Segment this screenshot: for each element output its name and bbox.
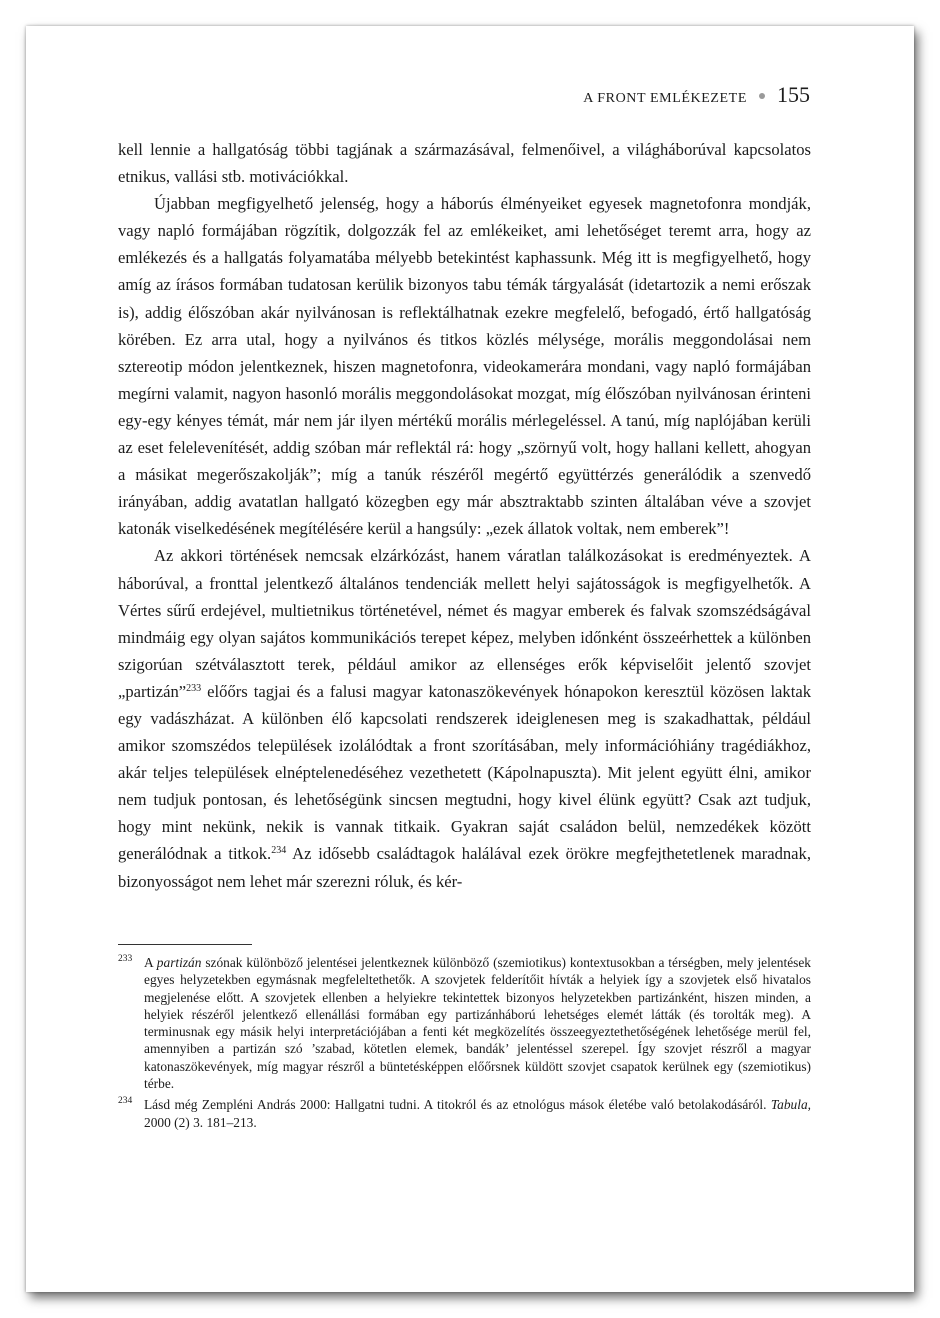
running-title: A FRONT EMLÉKEZETE — [583, 91, 747, 106]
footnote-233 — [118, 954, 811, 1092]
footnote-ref-233: 233 — [186, 682, 202, 694]
page-number: 155 — [777, 82, 810, 107]
footnote-ref-234: 234 — [271, 845, 287, 857]
paragraph-1: kell lennie a hallgatóság többi tagjának a származásával, felmenőivel, a világháborúval kapcsolatos etnikus, vallási stb. motivációkkal. — [118, 140, 811, 187]
footnote-text: szónak különböző jelentései jelentkeznek különböző (szemiotikus) kontextusokban a térségben, mely jelentések egyes helyzetekben egymásnak megfeleltethetők. A szovjetek felderítőit hívták a helyiek így a szovjetek első hivatalos megjelenése előtt. A szovjetek ellenben a helyiekre tekintettek bizonyos helyzetekben partizánként, hiszen minden, a helyiek részéről jelentkező ellenállási formában egy partizánháború lehetséges elemét látták (és torolták meg). A terminusnak egy másik helyi interpretációjában a fenti két megközelítés összeegyeztethetőségének lehetősége merül fel, amennyiben a partizán szó ’szabad, kötetlen elemek, bandák’ jelentéssel szerepel. Így szovjet részről a magyar katonaszökevények, míg magyar részről a büntetésképpen előőrsnek küldött szovjet csapatok kerülnek egy (szemiotikus) térbe. — [144, 955, 811, 1092]
footnote-text: Lásd még Zempléni András 2000: Hallgatni tudni. A titokról és az etnológus mások életébe való betolakodásáról. — [144, 1097, 771, 1113]
footnotes — [118, 954, 811, 1135]
bullet-dot-icon — [759, 93, 765, 99]
footnote-number: 233 — [118, 954, 133, 964]
paragraph-2: Újabban megfigyelhető jelenség, hogy a háborús élményeiket egyesek magnetofonra mondják, vagy napló formájában rögzítik, dolgozzák fel az emlékeiket, ami lehetőséget teremt arra, hogy az emlékezés és a hallgatás folyamatába mélyebb betekintést kaphassunk. Még itt is megfigyelhető, hogy amíg az írásos formában tudatosan kerülik bizonyos tabu témák tárgyalását (idetartozik a nemi erőszak is), addig élőszóban akár nyilvánosan is reflektálhatnak ezekre megfelelő, befogadó, értő hallgatóság körében. Ez arra utal, hogy a nyilvános és titkos közlés mélysége, morális meggondolásai nem sztereotip módon jelentkeznek, hiszen magnetofonra, videokamerára mondani, vagy napló formájában megírni valamit, nagyon hasonló morális meggondolásokat mozgat, míg élőszóban nyilvánosan érinteni egy-egy kényes témát, már nem jár ilyen mértékű morális mérlegeléssel. A tanú, míg naplójában kerüli az eset felelevenítését, addig szóban már reflektál rá: hogy „szörnyű volt, hogy hallani kellett, ahogyan a másikat megerőszakolják”; míg a tanúk részéről megértő együttérzés generálódik a szenvedő irányában, addig avatatlan hallgató közegben egy már absztraktabb szinten általában véve a szovjet katonák viselkedésének megítélésére kerül a hangsúly: „ezek állatok voltak, nem emberek”! — [118, 194, 811, 539]
book-page — [26, 26, 914, 1292]
paragraph-3-part-a: Az akkori történések nemcsak elzárkózást, hanem váratlan találkozásokat is eredményeztek. A háborúval, a fronttal jelentkező általános tendenciák mellett helyi sajátosságok is megfigyelhetők. A Vértes sűrű erdejével, multietnikus történetével, német és magyar emberek és falvak szomszédságával mindmáig egy olyan sajátos kommunikációs terepet képez, melyben időnként összeérhettek a különben szigorúan szétválasztott terek, például amikor az ellenséges erők képviselőit jelentő szovjet „partizán” — [118, 546, 811, 701]
footnote-text: 2000 (2) 3. 181–213. — [144, 1114, 257, 1130]
footnote-text: A — [144, 955, 157, 970]
paragraph-3-part-c: Az idősebb családtagok halálával ezek örökre megfejthetetlenek maradnak, bizonyosságot nem lehet már szerezni róluk, és kér- — [118, 844, 811, 891]
footnote-separator — [118, 944, 252, 945]
running-header — [583, 82, 810, 108]
paragraph-3 — [118, 542, 811, 894]
paragraph-3-part-b: előőrs tagjai és a falusi magyar katonaszökevények hónapokon keresztül közösen laktak egy vadászházat. A különben élő kapcsolati rendszerek ideiglenesen meg is szakadhattak, például amikor szomszédos települések izolálódtak a front szorításában, mely információhiány tragédiákhoz, akár teljes települések elnéptelenedéséhez vezethetett (Kápolnapuszta). Mit jelent együtt élni, amikor nem tudjuk pontosan, és lehetőségünk sincsen megtudni, hogy kivel élünk együtt? Csak azt tudjuk, hogy mint nekünk, nekik is vannak titkaik. Gyakran saját családon belül, nemzedékek között generálódnak a titkok. — [118, 681, 811, 864]
footnote-234 — [118, 1096, 811, 1131]
body-text — [118, 136, 811, 895]
footnote-italic-title: Tabula, — [770, 1097, 811, 1113]
footnote-number: 234 — [118, 1096, 133, 1107]
footnote-italic-term: partizán — [156, 955, 202, 970]
